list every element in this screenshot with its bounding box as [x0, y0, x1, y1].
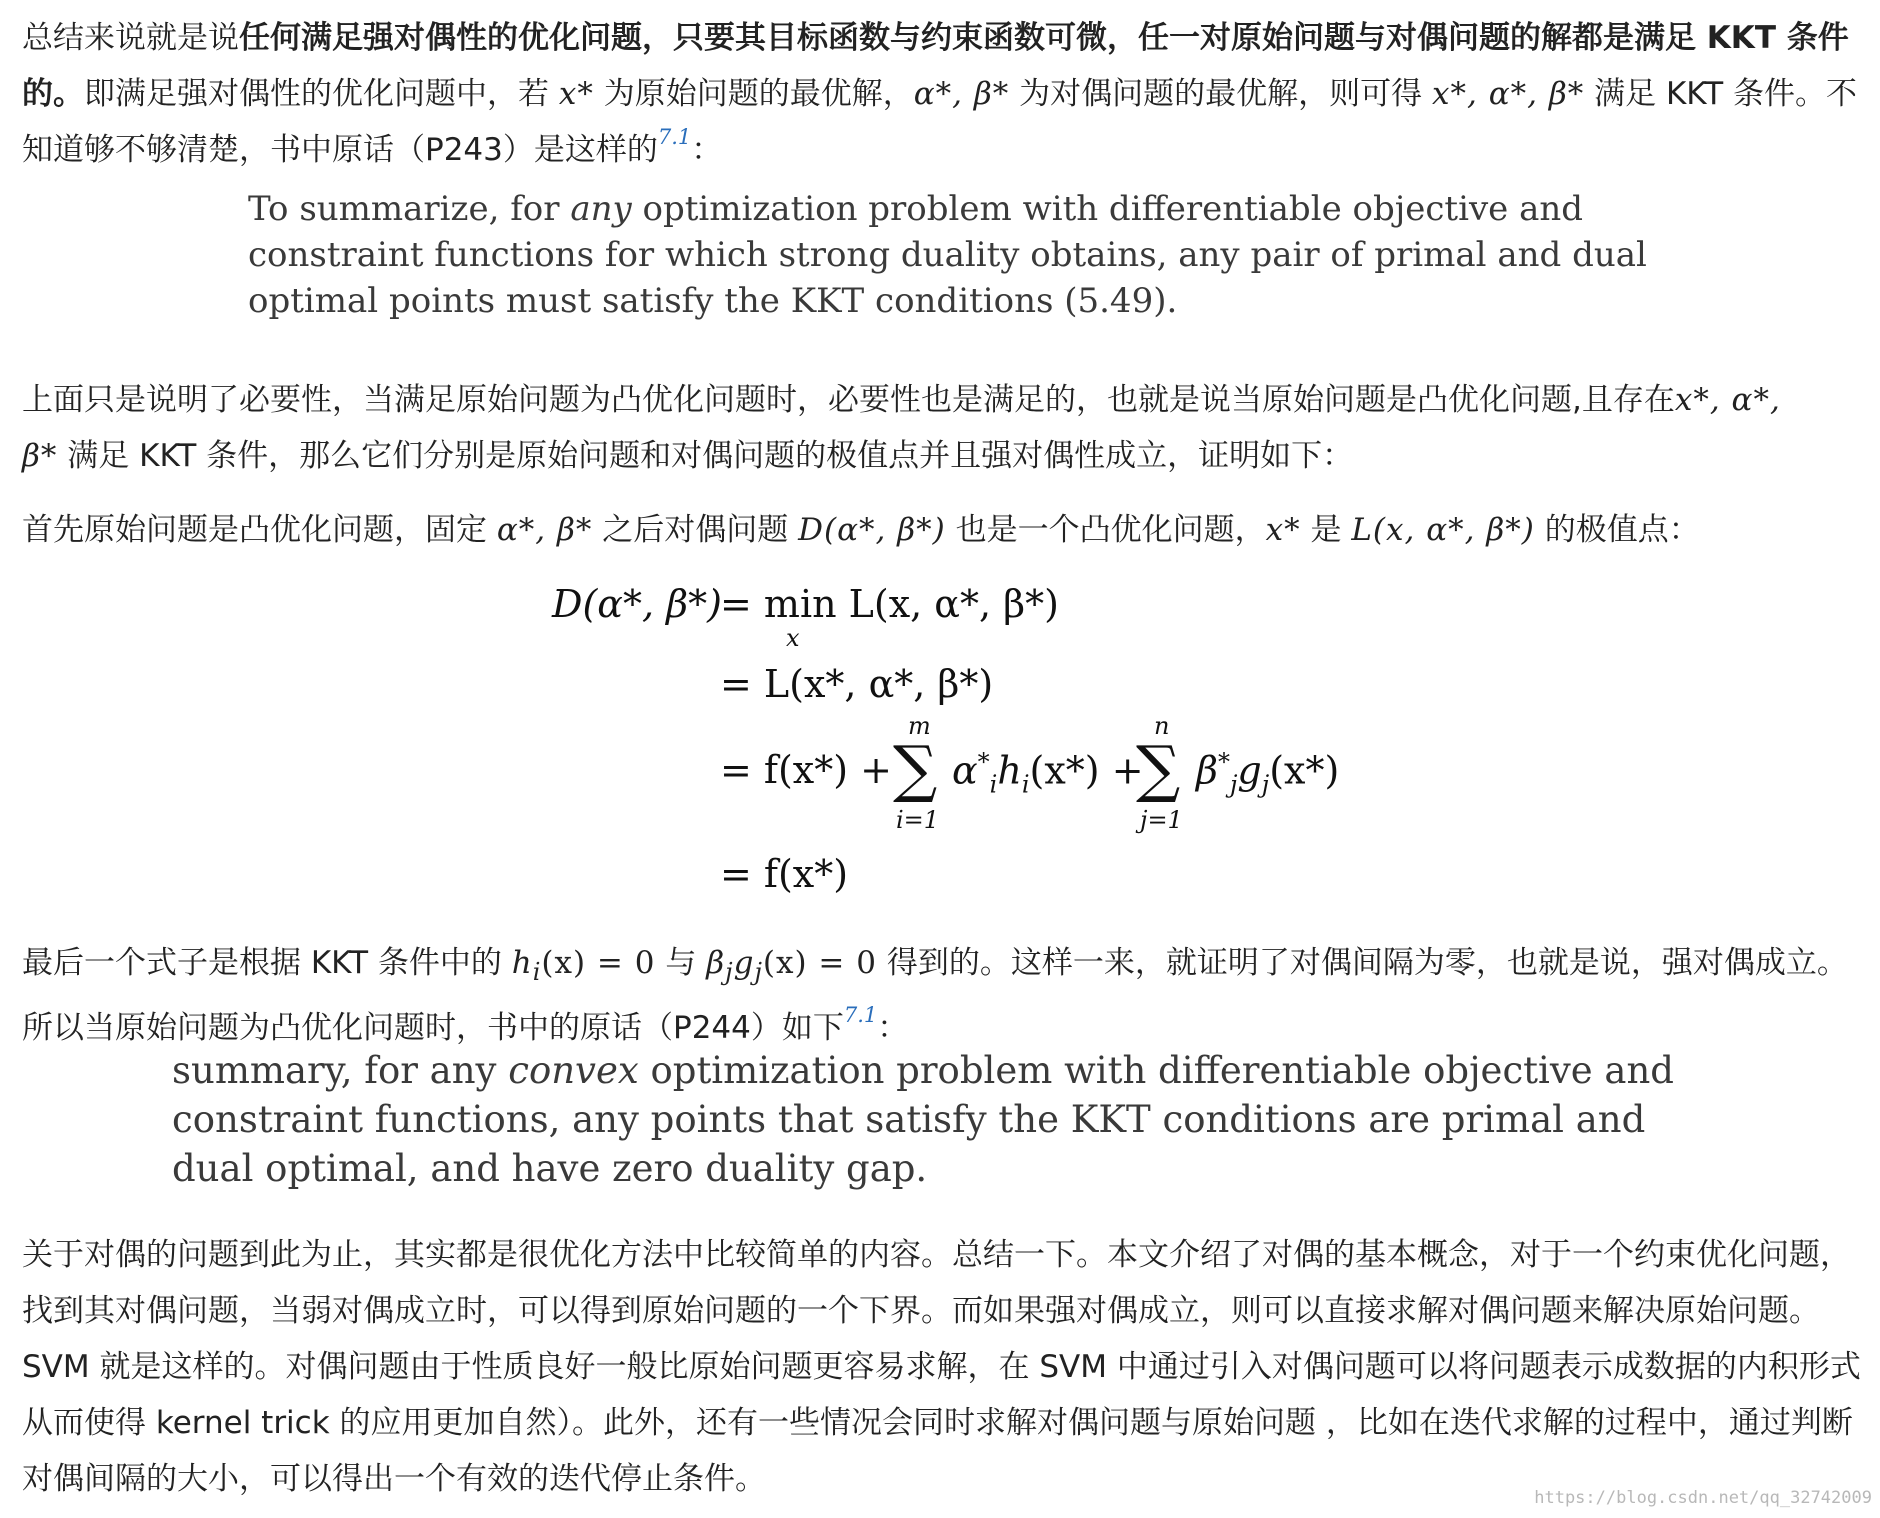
text-span: 即满足强对偶性的优化问题中，若 — [84, 76, 559, 112]
text-span: 与 — [655, 945, 707, 981]
sum2-symbol: ∑ — [1136, 732, 1181, 805]
quote-text: To summarize, for — [248, 189, 571, 229]
math-inline: α*, β* — [913, 76, 1010, 112]
footnote-link[interactable]: 7.1 — [843, 1003, 878, 1028]
text-span: 总结来说就是说 — [22, 20, 239, 56]
quote-text: summary, for any — [172, 1049, 509, 1092]
sum2-upper: n — [1154, 712, 1170, 740]
quote-text: optimization problem with differentiable objective and constraint functions for which strong duality obtains, any pair of primal and dual optimal points must satisfy the KKT conditions (5.49). — [248, 189, 1647, 321]
text-span: 满足 KKT 条件，那么它们分别是原始问题和对偶问题的极值点并且强对偶性成立，证明如下： — [57, 438, 1354, 474]
paragraph-duality-summary — [22, 1227, 1867, 1507]
equation-line-3-start: = f(x*) + — [720, 748, 892, 792]
quote-emphasis: any — [570, 189, 632, 229]
math-inline: x*, α*, β* — [1432, 76, 1585, 112]
text-span: 为原始问题的最优解， — [593, 76, 914, 112]
math-inline: x* — [558, 76, 594, 112]
bold-statement: 任何满足强对偶性的优化问题，只要其目标函数与约束函数可微，任一对原始问题与对偶问题的解都是满足 KKT 条件的。 — [22, 20, 1849, 112]
quote-emphasis: convex — [508, 1049, 639, 1092]
math-inline: $\beta_jg_j(x) = 0$ — [706, 945, 877, 987]
text-span: 关于对偶的问题到此为止，其实都是很优化方法中比较简单的内容。总结一下。本文介绍了对偶的基本概念，对于一个约束优化问题，找到其对偶问题，当弱对偶成立时，可以得到原始问题的一个下界。而如果强对偶成立，则可以直接求解对偶问题来解决原始问题。 SVM 就是这样的。对偶问题由于性质良好一般比原始问题更容易求解，在 SVM 中通过引入对偶问题可以将问题表示成数据的内积形式从而使得 kernel trick 的应用更加自然）。此外，还有一些情况会同时求解对偶问题与原始问题 ，比如在迭代求解的过程中，通过判断对偶间隔的大小，可以得出一个有效的迭代停止条件。 — [22, 1237, 1861, 1497]
equation-line-2: = L(x*, α*, β*) — [720, 662, 994, 706]
text-span: 之后对偶问题 — [592, 512, 799, 548]
text-span: 最后一个式子是根据 KKT 条件中的 — [22, 945, 512, 981]
text-span: ： — [877, 1010, 909, 1047]
paragraph-necessity — [22, 372, 1802, 484]
book-quote-p243 — [248, 186, 1648, 324]
watermark-url: https://blog.csdn.net/qq_32742009 — [1534, 1488, 1872, 1508]
sum1-lower: i=1 — [896, 806, 940, 834]
footnote-link[interactable]: 7.1 — [657, 125, 692, 149]
text-span: 满足 KKT 条件。不知道够不够清楚，书中原话（P243）是这样的 — [22, 76, 1858, 168]
text-span: 为对偶问题的最优解，则可得 — [1009, 76, 1432, 112]
equation-line-4: = f(x*) — [720, 852, 849, 896]
equation-line-3-end: $\beta^*_jg_j(x*)$ — [1196, 748, 1340, 799]
sum1-symbol: ∑ — [893, 732, 938, 805]
quote-text: optimization problem with differentiable objective and constraint functions, any points that satisfy the KKT conditions are primal and dual optimal, and have zero duality gap. — [172, 1049, 1674, 1190]
text-span: 首先原始问题是凸优化问题，固定 — [22, 512, 497, 548]
equation-lhs: D(α*, β*) — [552, 582, 722, 626]
min-subscript: x — [786, 624, 800, 652]
math-inline: α*, β* — [496, 512, 593, 548]
paragraph-conclusion — [22, 935, 1867, 1056]
sum1-upper: m — [908, 712, 931, 740]
math-inline: L(x, α*, β*) — [1351, 512, 1535, 548]
paragraph-kkt-summary — [22, 10, 1867, 178]
book-quote-p244 — [172, 1046, 1732, 1193]
equation-line-1: = min L(x, α*, β*) — [720, 582, 1059, 626]
math-inline: $h_i(x) = 0$ — [511, 945, 656, 987]
sum2-lower: j=1 — [1140, 806, 1183, 834]
equation-line-3-mid: $\alpha^*_ih_i(x*)$ + — [952, 748, 1144, 799]
text-span: 上面只是说明了必要性，当满足原始问题为凸优化问题时，必要性也是满足的，也就是说当原始问题是凸优化问题,且存在 — [22, 382, 1675, 418]
math-inline: x*, α*, β* — [22, 382, 1781, 474]
text-span: 也是一个凸优化问题， — [945, 512, 1266, 548]
text-span: 的极值点： — [1534, 512, 1700, 548]
math-inline: D(α*, β*) — [798, 512, 946, 548]
text-span: 得到的。这样一来，就证明了对偶间隔为零，也就是说，强对偶成立。 所以当原始问题为凸优化问题时，书中的原话（P244）如下 — [22, 945, 1848, 1047]
paragraph-proof-intro — [22, 502, 1867, 558]
text-span: 是 — [1300, 512, 1352, 548]
text-span: ： — [691, 132, 723, 168]
math-inline: x* — [1265, 512, 1301, 548]
